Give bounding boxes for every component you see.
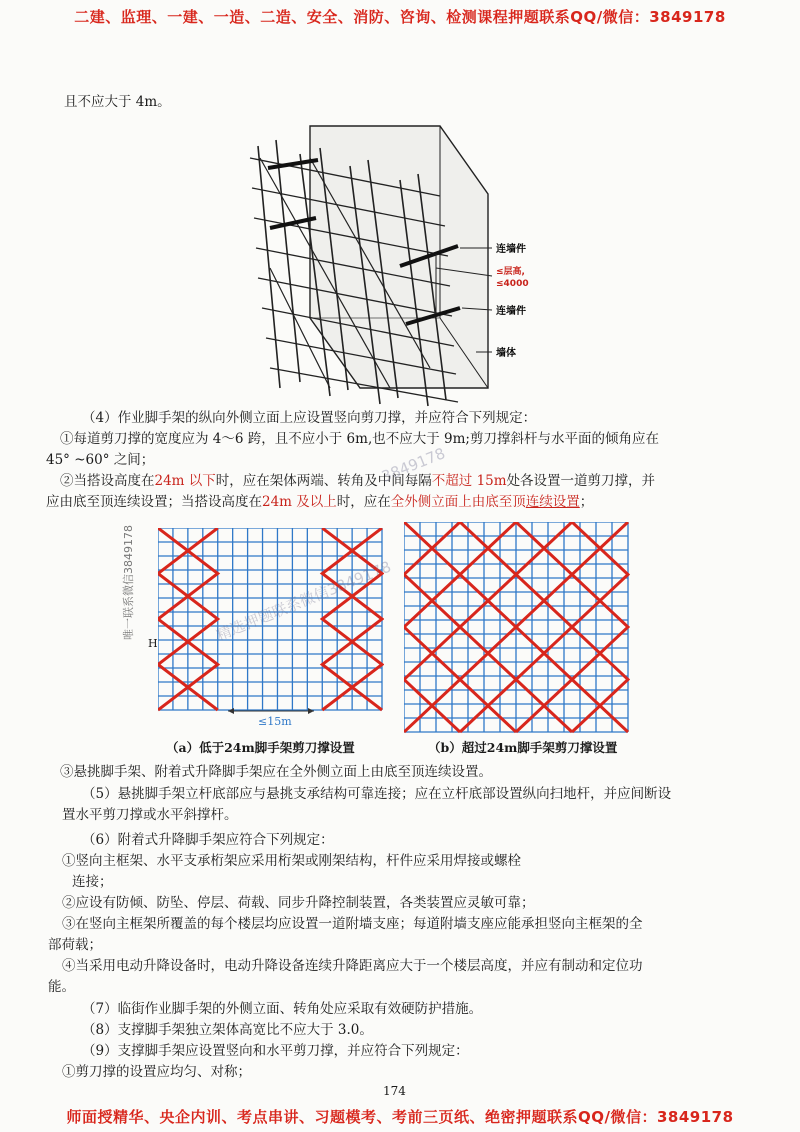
brace-grid-below-24m [158, 528, 384, 734]
label-tie-top: 连墙件 [496, 244, 526, 255]
brace-grid-above-24m [404, 522, 630, 734]
item8: （8）支撑脚手架独立架体高宽比不应大于 3.0。 [82, 1022, 373, 1038]
item4-heading: （4）作业脚手架的纵向外侧立面上应设置竖向剪刀撑，并应符合下列规定： [82, 410, 537, 426]
item4-p1-line2: 45° ~60° 之间； [46, 452, 155, 468]
item4-p1-line1: ①每道剪刀撑的宽度应为 4～6 跨，且不应小于 6m,也不应大于 9m;剪刀撑斜杆与水平面的倾角应在 [60, 431, 659, 447]
watermark-number: 3849178 [379, 444, 448, 486]
intro-line: 且不应大于 4m。 [64, 94, 171, 110]
item4-p2-line2: 应由底至顶连续设置；当搭设高度在24m 及以上时，应在全外侧立面上由底至顶连续设置； [46, 494, 594, 510]
header-banner: 二建、监理、一建、一造、二造、安全、消防、咨询、检测课程押题联系QQ/微信：3849178 [74, 8, 726, 26]
item6-p3-line2: 部荷载； [48, 937, 102, 953]
item6-p1-line2: 连接； [72, 874, 113, 890]
item4-p3: ③悬挑脚手架、附着式升降脚手架应在全外侧立面上由底至顶连续设置。 [60, 764, 492, 780]
label-spacing-2: ≤4000 [496, 279, 529, 289]
caption-b: （b）超过24m脚手架剪刀撑设置 [428, 740, 618, 755]
item6-p3-line1: ③在竖向主框架所覆盖的每个楼层均应设置一道附墙支座；每道附墙支座应能承担竖向主框架的全 [62, 916, 643, 932]
item6-p4-line2: 能。 [48, 979, 75, 995]
scaffold-wall-figure [240, 118, 570, 410]
item9-p1: ①剪刀撑的设置应均匀、对称； [62, 1064, 251, 1080]
side-mark: 唯一联系微信3849178 [122, 525, 135, 640]
footer-banner: 师面授精华、央企内训、考点串讲、习题模考、考前三页纸、绝密押题联系QQ/微信：3849178 [66, 1108, 734, 1126]
item6-p2: ②应设有防倾、防坠、停层、荷载、同步升降控制装置，各类装置应灵敏可靠； [62, 895, 535, 911]
item5-line2: 置水平剪刀撑或水平斜撑杆。 [62, 807, 238, 823]
dim-label: ≤15m [258, 715, 292, 728]
item6-p1-line1: ①竖向主框架、水平支承桁架应采用桁架或刚架结构，杆件应采用焊接或螺栓 [62, 853, 521, 869]
item6-heading: （6）附着式升降脚手架应符合下列规定： [82, 832, 334, 848]
item5-line1: （5）悬挑脚手架立杆底部应与悬挑支承结构可靠连接；应在立杆底部设置纵向扫地杆，并应间断设 [82, 786, 672, 802]
label-spacing-1: ≤层高, [496, 267, 525, 277]
caption-a: （a）低于24m脚手架剪刀撑设置 [166, 740, 355, 755]
item6-p4-line1: ④当采用电动升降设备时，电动升降设备连续升降距离应大于一个楼层高度，并应有制动和定位功 [62, 958, 643, 974]
item7: （7）临街作业脚手架的外侧立面、转角处应采取有效硬防护措施。 [82, 1001, 483, 1017]
height-mark-a: H [148, 637, 158, 650]
label-tie-bottom: 连墙件 [496, 306, 526, 317]
page-number: 174 [383, 1084, 406, 1098]
dim-arrow [226, 706, 316, 716]
item4-p2-line1: ②当搭设高度在24m 以下时，应在架体两端、转角及中间每隔不超过 15m处各设置一道剪刀撑，并 [60, 473, 656, 489]
item9: （9）支撑脚手架应设置竖向和水平剪刀撑，并应符合下列规定： [82, 1043, 469, 1059]
label-wall: 墙体 [496, 348, 516, 359]
watermark-diagonal: 精选押题联系微信3849178 [213, 557, 394, 645]
